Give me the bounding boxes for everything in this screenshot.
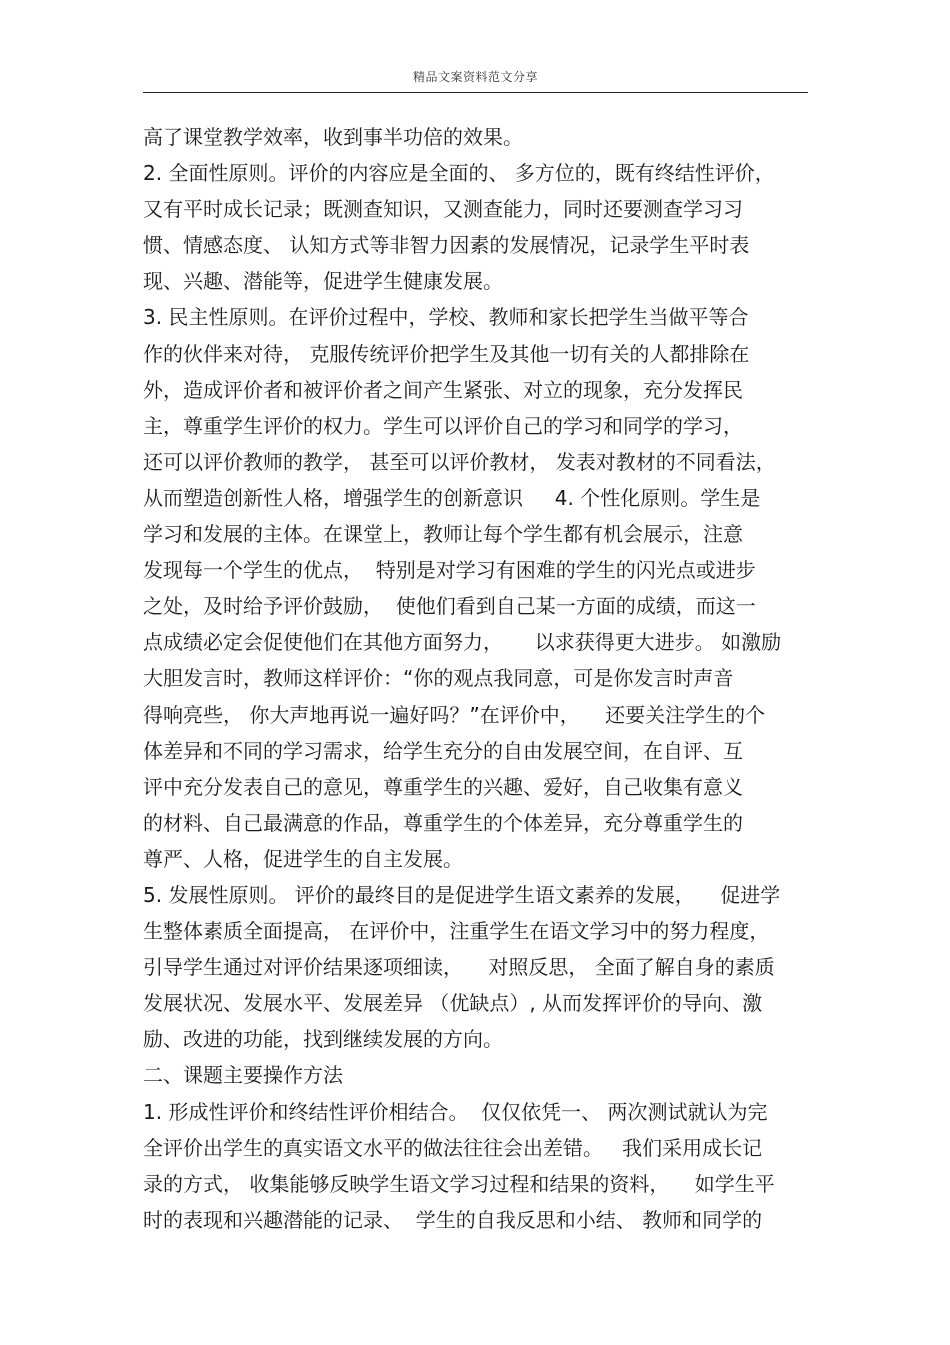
text-line: 现、兴趣、潜能等，促进学生健康发展。 (143, 269, 503, 294)
text-line: 录的方式， 收集能够反映学生语文学习过程和结果的资料， 如学生平 (143, 1171, 775, 1196)
text-line: 尊严、人格，促进学生的自主发展。 (143, 846, 463, 871)
header-rule (143, 92, 808, 93)
text-line: 惯、情感态度、 认知方式等非智力因素的发展情况，记录学生平时表 (143, 233, 750, 258)
text-line: 引导学生通过对评价结果逐项细读， 对照反思， 全面了解自身的素质 (143, 955, 775, 980)
text-line: 点成绩必定会促使他们在其他方面努力， 以求获得更大进步。 如激励 (143, 630, 782, 655)
section-heading: 二、课题主要操作方法 (143, 1063, 343, 1088)
text-line: 的材料、自己最满意的作品，尊重学生的个体差异，充分尊重学生的 (143, 810, 743, 835)
text-line: 学习和发展的主体。在课堂上，教师让每个学生都有机会展示，注意 (143, 522, 743, 547)
text-line: 5. 发展性原则。 评价的最终目的是促进学生语文素养的发展， 促进学 (143, 882, 781, 907)
text-line: 发展状况、发展水平、发展差异 （优缺点）, 从而发挥评价的导向、激 (143, 991, 763, 1016)
text-line: 时的表现和兴趣潜能的记录、 学生的自我反思和小结、 教师和同学的 (143, 1207, 763, 1232)
text-line: 3. 民主性原则。在评价过程中，学校、教师和家长把学生当做平等合 (143, 305, 749, 330)
text-line: 之处，及时给予评价鼓励， 使他们看到自己某一方面的成绩，而这一 (143, 594, 756, 619)
text-line: 2. 全面性原则。评价的内容应是全面的、 多方位的，既有终结性评价， (143, 161, 775, 186)
document-body (143, 119, 823, 1238)
text-line: 励、改进的功能，找到继续发展的方向。 (143, 1027, 503, 1052)
text-line: 主，尊重学生评价的权力。学生可以评价自己的学习和同学的学习， (143, 413, 743, 438)
text-line: 评中充分发表自己的意见，尊重学生的兴趣、爱好，自己收集有意义 (143, 774, 743, 799)
text-line: 生整体素质全面提高， 在评价中，注重学生在语文学习中的努力程度， (143, 919, 770, 944)
text-line: 高了课堂教学效率，收到事半功倍的效果。 (143, 125, 523, 149)
text-line: 全评价出学生的真实语文水平的做法往往会出差错。 我们采用成长记 (143, 1135, 763, 1160)
text-line: 从而塑造创新性人格，增强学生的创新意识 4. 个性化原则。学生是 (143, 485, 761, 510)
text-line: 又有平时成长记录；既测查知识，又测查能力，同时还要测查学习习 (143, 197, 743, 222)
text-line: 大胆发言时，教师这样评价：“你的观点我同意，可是你发言时声音 (143, 666, 734, 691)
text-line: 1. 形成性评价和终结性评价相结合。 仅仅依凭一、 两次测试就认为完 (143, 1099, 768, 1124)
text-line: 发现每一个学生的优点， 特别是对学习有困难的学生的闪光点或进步 (143, 558, 756, 583)
text-line: 得响亮些， 你大声地再说一遍好吗？”在评价中， 还要关注学生的个 (143, 702, 766, 727)
text-line: 外，造成评价者和被评价者之间产生紧张、对立的现象，充分发挥民 (143, 377, 743, 402)
page-header: 精品文案资料范文分享 (412, 70, 538, 84)
text-line: 作的伙伴来对待， 克服传统评价把学生及其他一切有关的人都排除在 (143, 341, 750, 366)
text-line: 体差异和不同的学习需求，给学生充分的自由发展空间，在自评、互 (143, 738, 743, 763)
text-line: 还可以评价教师的教学， 甚至可以评价教材， 发表对教材的不同看法， (143, 449, 776, 474)
